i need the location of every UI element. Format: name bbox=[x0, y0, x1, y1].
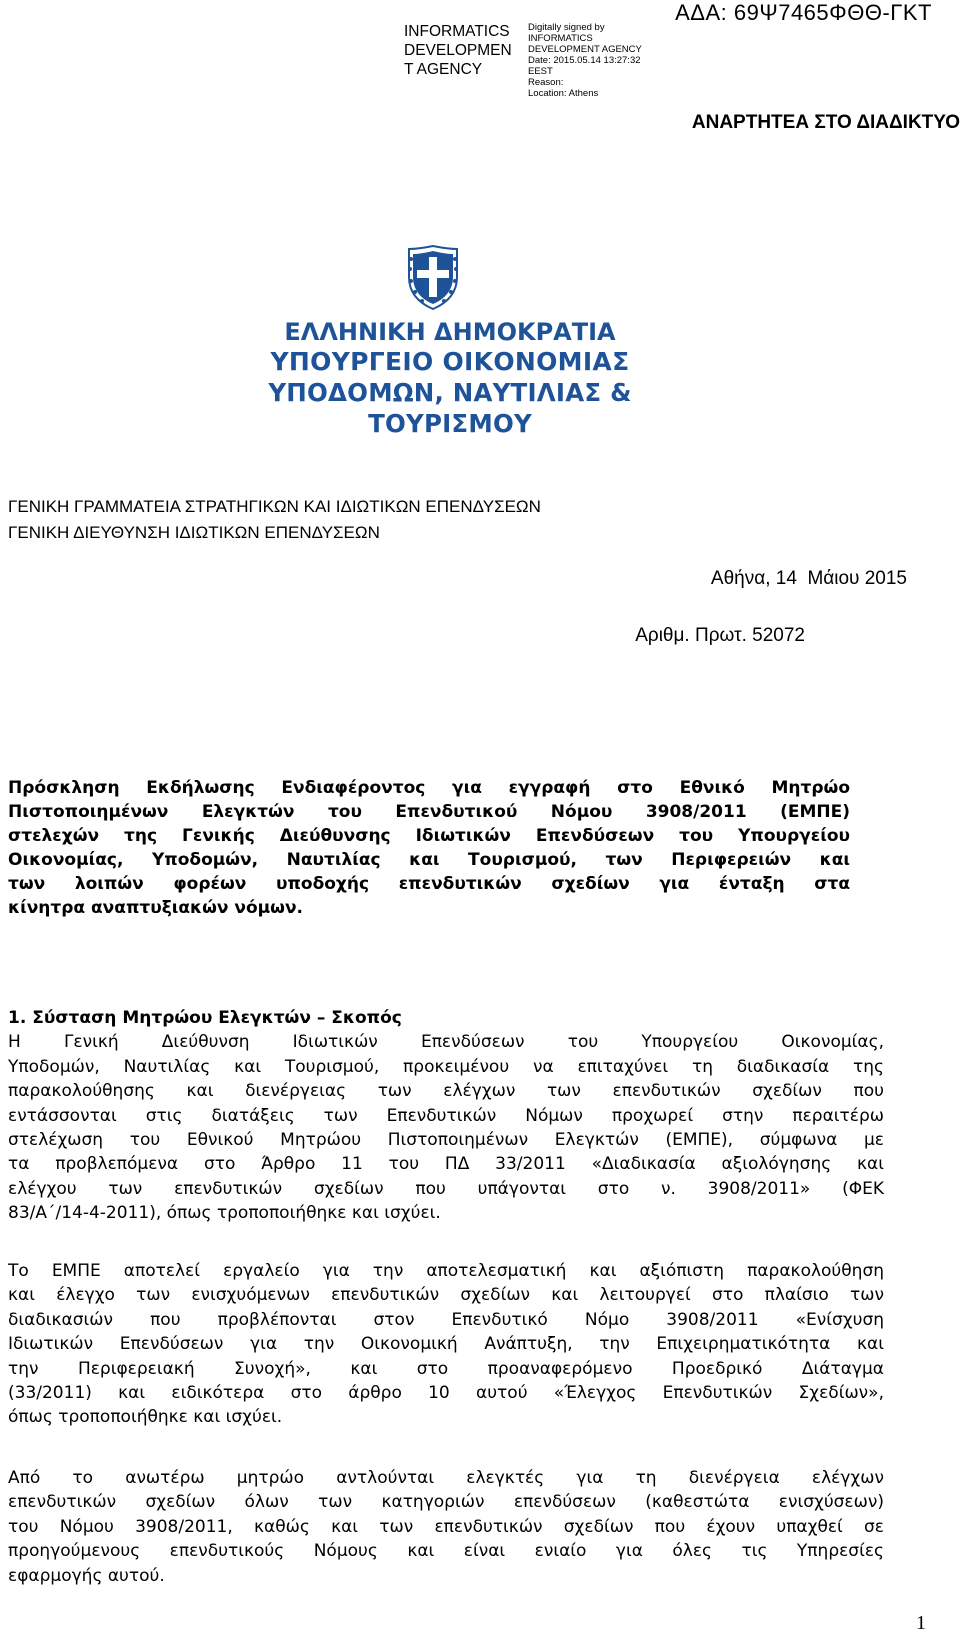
general-secretariat: ΓΕΝΙΚΗ ΓΡΑΜΜΑΤΕΙΑ ΣΤΡΑΤΗΓΙΚΩΝ ΚΑΙ ΙΔΙΩΤΙΚΩΝ ΕΠΕΝΔΥΣΕΩΝ bbox=[8, 497, 541, 516]
document-title: Πρόσκληση Εκδήλωσης Ενδιαφέροντος για εγγραφή στο Εθνικό Μητρώο Πιστοποιημένων Ελεγκτών του Επενδυτικού Νόμου 3908/2011 (ΕΜΠΕ) στελεχών της Γενικής Διεύθυνσης Ιδιωτικών Επενδύσεων του Υπουργείου Οικονομίας, Υποδομών, Ναυτιλίας και Τουρισμού, των Περιφερειών και των λοιπών φορέων υποδοχής επενδυτικών σχεδίων για ένταξη στα κίνητρα αναπτυξιακών νόμων. bbox=[8, 778, 850, 918]
ministry-line-2: ΥΠΟΥΡΓΕΙΟ ΟΙΚΟΝΟΜΙΑΣ bbox=[270, 347, 630, 376]
ada-code: ΑΔΑ: 69Ψ7465ΦΘΘ-ΓΚΤ bbox=[675, 0, 932, 25]
page-number: 1 bbox=[916, 1612, 926, 1634]
document-date: Αθήνα, 14 Μάιου 2015 bbox=[710, 568, 907, 589]
general-directorate: ΓΕΝΙΚΗ ΔΙΕΥΘΥΝΣΗ ΙΔΙΩΤΙΚΩΝ ΕΠΕΝΔΥΣΕΩΝ bbox=[8, 523, 380, 542]
signature-details: Digitally signed by INFORMATICS DEVELOPMENT AGENCY Date: 2015.05.14 13:27:32 EEST Reason: Location: Athens bbox=[528, 22, 642, 99]
signature-name: INFORMATICS DEVELOPMEN T AGENCY bbox=[404, 23, 512, 78]
ministry-logo-text bbox=[200, 318, 700, 439]
post-online-notice: ΑΝΑΡΤΗΤΕΑ ΣΤΟ ΔΙΑΔΙΚΤΥΟ bbox=[691, 112, 960, 133]
issuing-authority bbox=[8, 494, 541, 546]
section-1: 1. Σύσταση Μητρώου Ελεγκτών – Σκοπός Η Γενική Διεύθυνση Ιδιωτικών Επενδύσεων του Υπουργείου Οικονομίας, Υποδομών, Ναυτιλίας και Τουρισμού, προκειμένου να επιταχύνει τη διαδικασία της παρακολούθησης και διενέργειας των ελέγχων των επενδυτικών σχεδίων που εντάσσονται στις διατάξεις των Επενδυτικών Νόμων προχωρεί στην περαιτέρω στελέχωση του Εθνικού Μητρώου Πιστοποιημένων Ελεγκτών (ΕΜΠΕ), σύμφωνα με τα προβλεπόμενα στο Άρθρο 11 του ΠΔ 33/2011 «Διαδικασία αξιολόγησης και ελέγχου των επενδυτικών σχεδίων που υπάγονται στο ν. 3908/2011» (ΦΕΚ 83/Α΄/14-4-2011), όπως τροποποιήθηκε και ισχύει. bbox=[8, 1008, 884, 1224]
paragraph-3: Από το ανωτέρω μητρώο αντλούνται ελεγκτές για τη διενέργεια ελέγχων επενδυτικών σχεδίων όλων των κατηγοριών επενδύσεων (καθεστώτα ενισχύσεων) του Νόμου 3908/2011, καθώς και των επενδυτικών σχεδίων που έχουν υπαχθεί σε προηγούμενους επενδυτικούς Νόμους και είναι ενιαίο για όλες τις Υπηρεσίες εφαρμογής αυτού. bbox=[8, 1468, 884, 1586]
ministry-line-3: ΥΠΟΔΟΜΩΝ, ΝΑΥΤΙΛΙΑΣ & ΤΟΥΡΙΣΜΟΥ bbox=[268, 378, 632, 438]
greek-coat-of-arms-icon bbox=[405, 243, 461, 311]
section-heading: 1. Σύσταση Μητρώου Ελεγκτών – Σκοπός bbox=[8, 1008, 402, 1028]
paragraph-2: Το ΕΜΠΕ αποτελεί εργαλείο για την αποτελεσματική και αξιόπιστη παρακολούθηση και έλεγχο των ενισχυόμενων επενδυτικών σχεδίων και λειτουργεί στο πλαίσιο των διαδικασιών που προβλέπονται στον Επενδυτικό Νόμο 3908/2011 «Ενίσχυση Ιδιωτικών Επενδύσεων για την Οικονομική Ανάπτυξη, την Επιχειρηματικότητα και την Περιφερειακή Συνοχή», και στο προαναφερόμενο Προεδρικό Διάταγμα (33/2011) και ειδικότερα στο άρθρο 10 αυτού «Έλεγχος Επενδυτικών Σχεδίων», όπως τροποποιήθηκε και ισχύει. bbox=[8, 1261, 884, 1428]
protocol-number: Αριθμ. Πρωτ. 52072 bbox=[635, 625, 805, 646]
ministry-line-1: ΕΛΛΗΝΙΚΗ ΔΗΜΟΚΡΑΤΙΑ bbox=[284, 318, 616, 346]
